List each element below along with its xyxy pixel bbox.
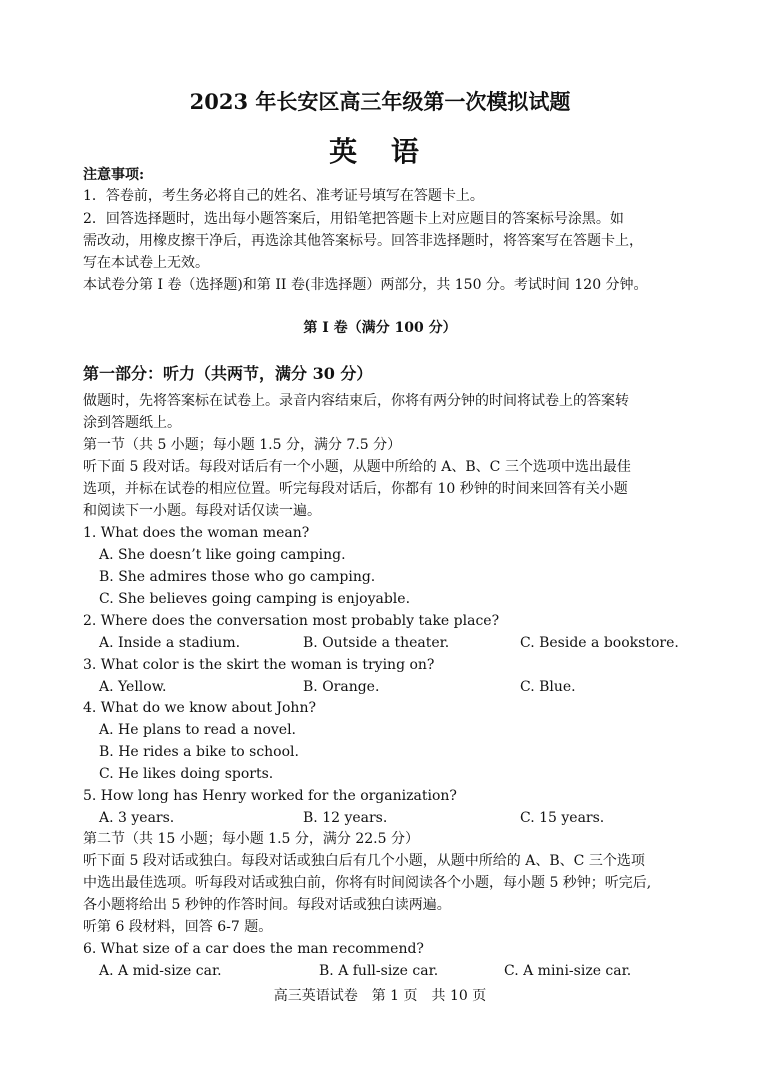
section-intro-line: 中选出最佳选项。听每段对话或独白前，你将有时间阅读各个小题，每小题 5 秒钟；听完后, [83, 875, 652, 891]
exam-title: 2023 年长安区高三年级第一次模拟试题 [189, 89, 571, 114]
section-intro-line: 和阅读下一小题。每段对话仅读一遍。 [83, 503, 321, 519]
answer-option: A. She doesn’t like going camping. [99, 547, 346, 563]
material-note: 听第 6 段材料，回答 6-7 题。 [83, 919, 273, 935]
answer-option: A. A mid-size car. [99, 963, 222, 979]
notice-line: 写在本试卷上无效。 [83, 255, 209, 271]
notice-heading: 注意事项: [83, 167, 145, 183]
question-stem: 6. What size of a car does the man recommend? [83, 941, 424, 957]
answer-option: B. She admires those who go camping. [99, 569, 376, 585]
section-heading: 第一节（共 5 小题；每小题 1.5 分，满分 7.5 分） [83, 437, 402, 453]
answer-option: A. Inside a stadium. [99, 635, 241, 651]
answer-option: C. Blue. [520, 679, 576, 695]
subject-title: 英 语 [329, 135, 431, 168]
question-stem: 5. How long has Henry worked for the organization? [83, 788, 457, 804]
answer-option: B. Orange. [303, 679, 380, 695]
question-stem: 1. What does the woman mean? [83, 525, 310, 541]
part-intro-line: 涂到答题纸上。 [83, 415, 181, 431]
answer-option: A. He plans to read a novel. [99, 722, 296, 738]
section-intro-line: 各小题将给出 5 秒钟的作答时间。每段对话或独白读两遍。 [83, 897, 451, 913]
answer-option: A. Yellow. [99, 679, 167, 695]
notice-line: 本试卷分第 I 卷（选择题)和第 II 卷(非选择题）两部分，共 150 分。考试时间 120 分钟。 [83, 277, 648, 293]
part-intro-line: 做题时，先将答案标在试卷上。录音内容结束后，你将有两分钟的时间将试卷上的答案转 [83, 393, 629, 409]
part-heading: 第一部分：听力（共两节，满分 30 分） [83, 364, 373, 383]
question-stem: 4. What do we know about John? [83, 700, 316, 716]
volume-heading: 第 I 卷（满分 100 分） [303, 320, 457, 336]
answer-option: C. He likes doing sports. [99, 766, 274, 782]
section-intro-line: 选项，并标在试卷的相应位置。听完每段对话后，你都有 10 秒钟的时间来回答有关小题 [83, 481, 628, 497]
page-footer: 高三英语试卷 第 1 页 共 10 页 [273, 988, 487, 1004]
answer-option: B. He rides a bike to school. [99, 744, 299, 760]
answer-option: C. 15 years. [520, 810, 605, 826]
notice-line: 需改动，用橡皮擦干净后，再选涂其他答案标号。回答非选择题时，将答案写在答题卡上， [83, 233, 643, 249]
section-intro-line: 听下面 5 段对话或独白。每段对话或独白后有几个小题，从题中所给的 A、B、C 三个选项 [83, 853, 645, 869]
answer-option: C. Beside a bookstore. [520, 635, 679, 651]
question-stem: 3. What color is the skirt the woman is trying on? [83, 657, 435, 673]
notice-line: 1．答卷前，考生务必将自己的姓名、准考证号填写在答题卡上。 [83, 188, 484, 204]
answer-option: B. A full-size car. [319, 963, 439, 979]
answer-option: C. A mini-size car. [504, 963, 632, 979]
notice-line: 2．回答选择题时，选出每小题答案后，用铅笔把答题卡上对应题目的答案标号涂黑。如 [83, 211, 624, 227]
section-intro-line: 听下面 5 段对话。每段对话后有一个小题，从题中所给的 A、B、C 三个选项中选出最佳 [83, 459, 631, 475]
answer-option: A. 3 years. [99, 810, 175, 826]
answer-option: B. 12 years. [303, 810, 388, 826]
answer-option: C. She believes going camping is enjoyable. [99, 591, 411, 607]
answer-option: B. Outside a theater. [303, 635, 450, 651]
section-heading: 第二节（共 15 小题；每小题 1.5 分，满分 22.5 分） [83, 831, 419, 847]
question-stem: 2. Where does the conversation most probably take place? [83, 613, 500, 629]
